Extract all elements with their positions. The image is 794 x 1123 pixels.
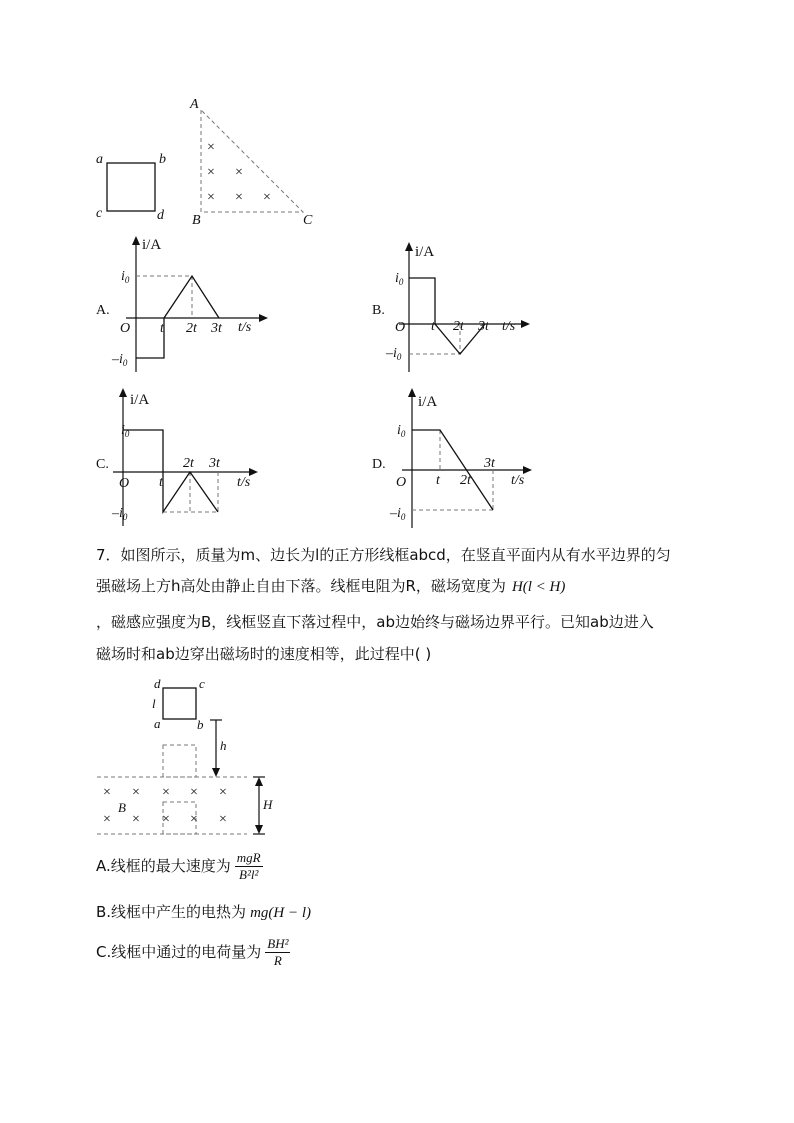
graph-a-i0: $i_0$	[121, 269, 130, 285]
q7-line-1: 7．如图所示，质量为m、边长为l的正方形线框abcd，在竖直平面内从有水平边界的匀	[96, 546, 671, 564]
option-a-text: A.线框的最大速度为	[96, 857, 231, 875]
label-h: h	[220, 738, 227, 753]
graph-d-tick-t: t	[436, 473, 440, 488]
graph-c-curve	[123, 430, 218, 512]
graph-c-xlabel: t/s	[237, 475, 251, 490]
graph-b-ylabel: i/A	[415, 244, 435, 260]
graph-c-i0: $i_0$	[121, 423, 130, 439]
option-a-numerator: mgR	[236, 850, 261, 865]
graph-a-curve	[136, 276, 219, 358]
field-mark: ×	[207, 165, 215, 180]
graph-d-tick-3t: 3t	[484, 456, 495, 471]
option-a-fraction	[235, 850, 263, 883]
graph-a-ylabel: i/A	[142, 237, 162, 253]
label-a: a	[96, 152, 103, 167]
field-mark: ×	[162, 785, 170, 800]
graph-d-tick-2t: 2t	[460, 473, 471, 488]
option-c-denominator: R	[273, 953, 282, 968]
option-b-text: B.线框中产生的电热为	[96, 903, 247, 921]
square-loop-top	[163, 688, 196, 719]
graph-a-origin: O	[120, 321, 131, 336]
square-loop	[107, 163, 155, 211]
graph-d-origin: O	[396, 475, 407, 490]
label-C: C	[303, 213, 313, 228]
field-mark: ×	[190, 785, 198, 800]
figure-falling-loop	[90, 670, 290, 840]
label-b: b	[159, 152, 166, 167]
label-d: d	[154, 676, 161, 691]
graph-option-d	[368, 386, 538, 532]
graph-d-xlabel: t/s	[511, 473, 525, 488]
field-mark: ×	[103, 812, 111, 827]
label-A: A	[190, 97, 199, 112]
graph-a-tick-2t: 2t	[186, 321, 197, 336]
field-mark: ×	[132, 812, 140, 827]
label-l: l	[152, 696, 156, 711]
graph-option-b	[368, 240, 538, 380]
field-mark: ×	[162, 812, 170, 827]
option-c-fraction	[265, 936, 290, 969]
graph-b-tick-t: t	[431, 319, 435, 334]
label-c: c	[199, 676, 205, 691]
field-mark: ×	[219, 785, 227, 800]
graph-b-tick-2t: 2t	[453, 319, 464, 334]
q7-line-2-math: H(l < H)	[511, 579, 566, 595]
graph-c-option: C.	[96, 457, 109, 472]
graph-d-neg-i0: $-i_0$	[390, 506, 406, 522]
graph-b-option: B.	[372, 303, 385, 318]
field-mark: ×	[235, 190, 243, 205]
label-c: c	[96, 206, 103, 221]
graph-d-ylabel: i/A	[418, 394, 438, 410]
field-mark: ×	[263, 190, 271, 205]
q7-line-4: 磁场时和ab边穿出磁场时的速度相等，此过程中( )	[96, 645, 432, 663]
option-c-text: C.线框中通过的电荷量为	[96, 943, 262, 961]
graph-b-origin: O	[395, 320, 406, 335]
field-mark: ×	[132, 785, 140, 800]
triangle-field-boundary	[201, 110, 303, 212]
graph-c-tick-3t: 3t	[209, 456, 220, 471]
option-c[interactable]	[96, 936, 290, 969]
option-a[interactable]	[96, 850, 263, 883]
field-mark: ×	[103, 785, 111, 800]
option-b[interactable]	[96, 901, 311, 922]
square-loop-ghost-1	[163, 745, 196, 777]
graph-b-i0: $i_0$	[395, 271, 404, 287]
q7-line-2-text: 强磁场上方h高处由静止自由下落。线框电阻为R，磁场宽度为	[96, 577, 506, 595]
graph-d-option: D.	[372, 457, 386, 472]
graph-a-neg-i0: $-i_0$	[112, 352, 128, 368]
field-mark: ×	[235, 165, 243, 180]
q7-line-3: ，磁感应强度为B，线框竖直下落过程中，ab边始终与磁场边界平行。已知ab边进入	[96, 613, 654, 631]
graph-b-neg-i0: $-i_0$	[386, 346, 402, 362]
field-mark: ×	[207, 140, 215, 155]
label-B: B	[192, 213, 201, 228]
graph-d-i0: $i_0$	[397, 423, 406, 439]
graph-a-option: A.	[96, 303, 110, 318]
label-a: a	[154, 716, 161, 731]
figure-loop-and-triangle	[0, 0, 794, 240]
option-b-math: mg(H − l)	[250, 905, 312, 921]
field-mark: ×	[207, 190, 215, 205]
graph-c-neg-i0: $-i_0$	[112, 506, 128, 522]
option-c-numerator: BH²	[267, 936, 289, 951]
graph-a-tick-t: t	[160, 321, 164, 336]
q7-line-2	[96, 576, 716, 597]
label-d: d	[157, 208, 164, 223]
label-b: b	[197, 717, 204, 732]
graph-option-a	[90, 232, 270, 382]
graph-b-tick-3t: 3t	[478, 319, 489, 334]
label-B: B	[118, 800, 126, 815]
graph-a-tick-3t: 3t	[211, 321, 222, 336]
graph-b-curve	[409, 278, 485, 354]
graph-b-xlabel: t/s	[502, 319, 516, 334]
option-a-denominator: B²l²	[239, 867, 259, 882]
graph-c-origin: O	[119, 476, 130, 491]
field-mark: ×	[219, 812, 227, 827]
graph-c-ylabel: i/A	[130, 392, 150, 408]
graph-c-tick-t: t	[159, 475, 163, 490]
field-mark: ×	[190, 812, 198, 827]
graph-c-tick-2t: 2t	[183, 456, 194, 471]
graph-a-xlabel: t/s	[238, 320, 252, 335]
label-H: H	[263, 797, 273, 812]
graph-option-c	[90, 386, 270, 532]
